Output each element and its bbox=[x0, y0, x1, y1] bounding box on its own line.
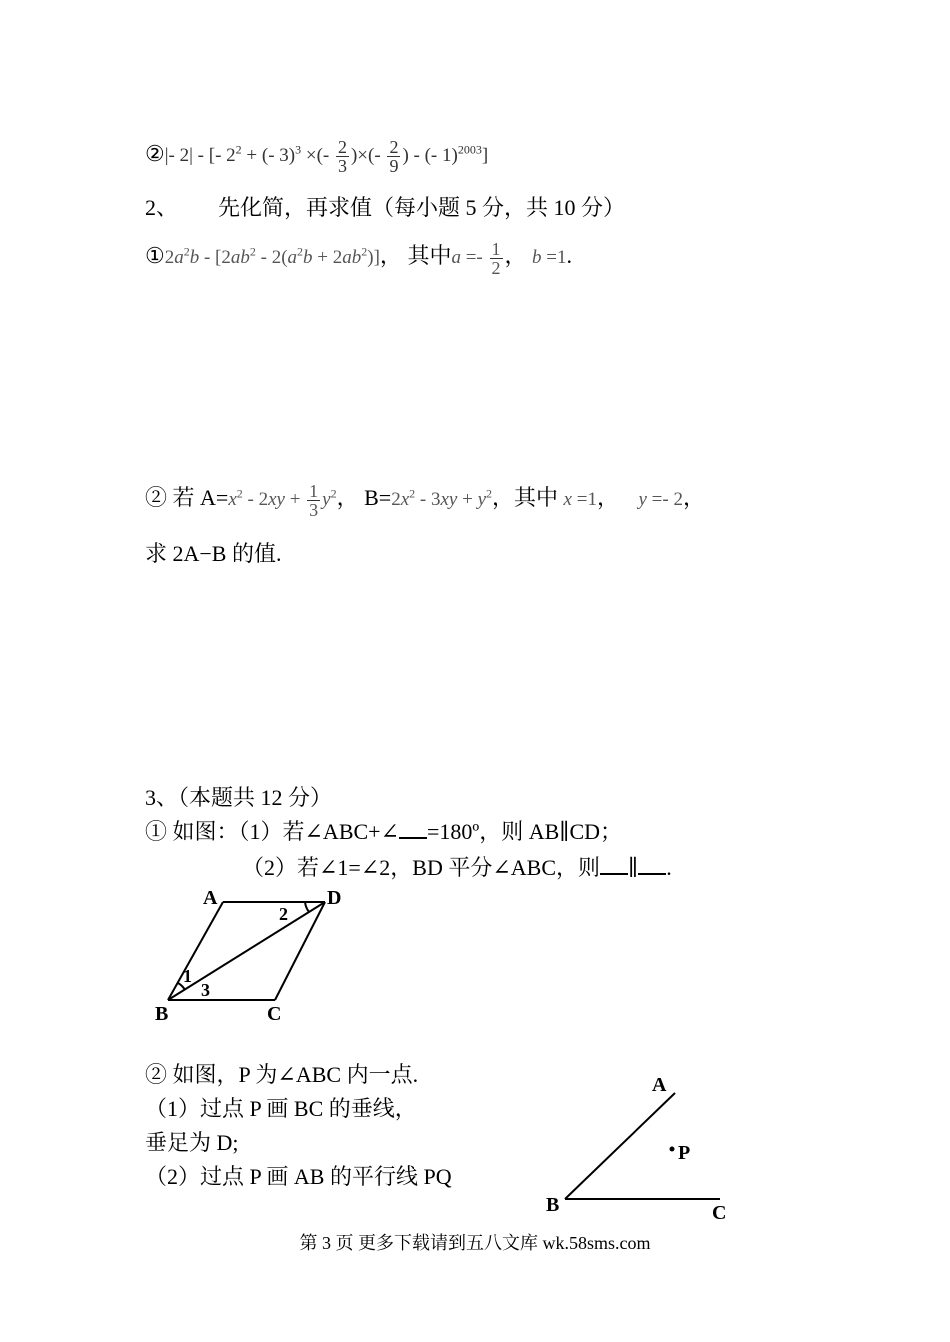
answer-blank[interactable] bbox=[638, 853, 666, 875]
section2-part1-expression: $2a^2b - [2ab^2 - 2(a^2b + 2ab^2)]$ bbox=[164, 244, 380, 268]
exponent-2003: 2003 bbox=[457, 142, 482, 157]
angle-arc-2 bbox=[305, 902, 309, 912]
q1-part2-expression: |- 2| - [- $2^2$ + (- 3)$^3$ ×(- $\frac{2}{3}$ )×(- $\frac{2}{9}$ ) - (- 1)$^{2003}$] bbox=[164, 137, 489, 176]
label-A: A bbox=[652, 1074, 667, 1096]
parallel-symbol: ∥ bbox=[628, 855, 639, 880]
label-B: B bbox=[155, 1003, 169, 1025]
section2-number: 2、 bbox=[145, 195, 179, 220]
value-y: y =- 2 bbox=[638, 488, 683, 510]
q1-part2-line bbox=[145, 138, 488, 175]
period: . bbox=[666, 855, 672, 880]
label-C: C bbox=[267, 1003, 282, 1025]
comma: ， bbox=[379, 242, 402, 268]
answer-blank[interactable] bbox=[600, 853, 628, 875]
angle-label-2: 2 bbox=[279, 904, 288, 924]
section2-heading bbox=[145, 194, 625, 222]
value-a: a =- $\frac{1}{2}$ bbox=[451, 239, 501, 278]
section3-part2-line3: 垂足为 D; bbox=[145, 1130, 239, 1155]
comma: ， bbox=[596, 484, 619, 510]
answer-blank[interactable] bbox=[399, 817, 427, 839]
section2-part2 bbox=[145, 482, 705, 519]
segment-AB bbox=[168, 902, 223, 1000]
label-P: P bbox=[678, 1142, 691, 1164]
section2-part1 bbox=[145, 240, 572, 277]
section3-part1-line2-a: （2）若∠1=∠2，BD 平分∠ABC，则 bbox=[242, 855, 601, 880]
comma: ， bbox=[682, 484, 705, 510]
section2-part2-if: 若 A= bbox=[172, 484, 229, 510]
section2-part2-marker: ② bbox=[145, 484, 168, 510]
section2-part1-marker: ① bbox=[145, 242, 165, 268]
section2-part2-ask: 求 2A−B 的值. bbox=[145, 541, 282, 566]
section3-part1-line2 bbox=[242, 853, 672, 882]
label-A: A bbox=[203, 887, 218, 909]
figure-parallelogram bbox=[145, 880, 365, 1030]
page-footer: 第 3 页 更多下载请到五八文库 wk.58sms.com bbox=[299, 1233, 651, 1253]
section3-part2-line4: （2）过点 P 画 AB 的平行线 PQ bbox=[145, 1164, 452, 1189]
period: . bbox=[566, 242, 572, 268]
section2-title: 先化简，再求值（每小题 5 分，共 10 分） bbox=[218, 195, 626, 220]
q1-part2-marker: ② bbox=[145, 140, 165, 166]
comma: ， bbox=[336, 484, 359, 510]
section3-part1-text-b: =180º，则 AB∥CD； bbox=[427, 819, 623, 844]
label-C: C bbox=[712, 1202, 727, 1224]
section3-part2-line1: ② 如图，P 为∠ABC 内一点. bbox=[145, 1062, 419, 1087]
section2-part1-where: 其中 bbox=[407, 242, 452, 268]
label-B: B= bbox=[364, 484, 392, 510]
angle-label-3: 3 bbox=[201, 980, 210, 1000]
section3-part1-line1 bbox=[145, 817, 622, 846]
expression-A: $x^2 - 2xy$ + $\frac{1}{3}$ $y^2$ bbox=[228, 481, 337, 520]
comma: ， bbox=[504, 242, 527, 268]
point-P bbox=[670, 1147, 675, 1152]
angle-label-1: 1 bbox=[183, 966, 192, 986]
section3-heading: 3、（本题共 12 分） bbox=[145, 785, 333, 810]
comma: ， bbox=[492, 484, 515, 510]
expression-B: $2x^2 - 3xy + y^2$ bbox=[391, 486, 493, 510]
label-B: B bbox=[546, 1194, 560, 1216]
value-b: b =1 bbox=[532, 246, 567, 268]
section3-part2-line2: （1）过点 P 画 BC 的垂线， bbox=[145, 1096, 417, 1121]
value-x: x =1 bbox=[563, 488, 597, 510]
figure-angle-abc bbox=[540, 1065, 740, 1225]
section3-part1-text-a: ① 如图：（1）若∠ABC+∠ bbox=[145, 819, 400, 844]
section2-part2-where: 其中 bbox=[514, 484, 559, 510]
label-D: D bbox=[327, 887, 342, 909]
ray-BA bbox=[565, 1093, 675, 1199]
